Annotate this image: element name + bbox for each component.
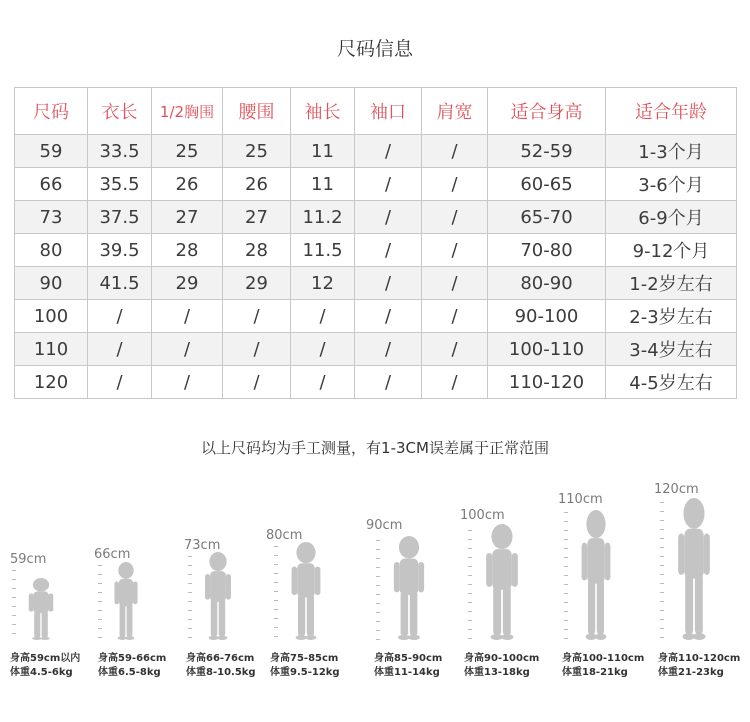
guide-size-label: 120cm <box>654 482 699 497</box>
size-table <box>14 87 737 399</box>
table-cell: 25 <box>223 135 291 168</box>
guide-height-text: 身高85-90cm <box>374 653 443 664</box>
table-cell: / <box>355 267 422 300</box>
child-silhouette <box>672 498 716 640</box>
table-cell: 110-120 <box>488 366 606 399</box>
table-cell: 100-110 <box>488 333 606 366</box>
guide-caption <box>374 652 442 680</box>
table-row <box>15 300 737 333</box>
table-cell: / <box>355 300 422 333</box>
guide-weight-text: 体重4.5-6kg <box>10 667 73 678</box>
table-cell: 2-3岁左右 <box>606 300 737 333</box>
table-row <box>15 135 737 168</box>
table-row <box>15 267 737 300</box>
guide-size-label: 110cm <box>558 492 603 507</box>
table-cell: / <box>355 135 422 168</box>
table-cell: 1-2岁左右 <box>606 267 737 300</box>
table-cell: / <box>422 333 488 366</box>
guide-weight-text: 体重18-21kg <box>562 667 628 678</box>
header-cell: 1/2胸围 <box>152 88 223 135</box>
guide-size-label: 73cm <box>184 538 221 553</box>
table-cell: 25 <box>152 135 223 168</box>
header-cell: 腰围 <box>223 88 291 135</box>
guide-height-text: 身高110-120cm <box>658 653 741 664</box>
table-cell: / <box>355 234 422 267</box>
height-ruler <box>274 546 278 640</box>
table-cell: 28 <box>223 234 291 267</box>
table-cell: 29 <box>223 267 291 300</box>
table-cell: 73 <box>15 201 88 234</box>
table-cell: / <box>422 267 488 300</box>
table-cell: / <box>355 333 422 366</box>
guide-size-label: 59cm <box>10 552 47 567</box>
table-cell: / <box>355 168 422 201</box>
guide-size-label: 100cm <box>460 508 505 523</box>
guide-weight-text: 体重11-14kg <box>374 667 440 678</box>
header-cell: 肩宽 <box>422 88 488 135</box>
table-cell: / <box>88 333 152 366</box>
height-ruler <box>468 530 472 642</box>
table-cell: / <box>355 366 422 399</box>
table-cell: 12 <box>291 267 355 300</box>
guide-weight-text: 体重6.5-8kg <box>98 667 161 678</box>
table-cell: 52-59 <box>488 135 606 168</box>
header-cell: 适合身高 <box>488 88 606 135</box>
header-cell: 适合年龄 <box>606 88 737 135</box>
table-cell: / <box>291 300 355 333</box>
header-cell: 衣长 <box>88 88 152 135</box>
height-ruler <box>12 570 16 640</box>
table-cell: 66 <box>15 168 88 201</box>
table-cell: / <box>152 366 223 399</box>
guide-size-label: 80cm <box>266 528 303 543</box>
table-cell: 59 <box>15 135 88 168</box>
table-cell: 80 <box>15 234 88 267</box>
guide-caption <box>186 652 256 680</box>
guide-caption <box>10 652 80 680</box>
table-cell: 90-100 <box>488 300 606 333</box>
guide-weight-text: 体重8-10.5kg <box>186 667 256 678</box>
height-ruler <box>376 540 380 640</box>
guide-height-text: 身高59-66cm <box>98 653 167 664</box>
table-cell: 60-65 <box>488 168 606 201</box>
table-row <box>15 366 737 399</box>
guide-size-label: 90cm <box>366 518 403 533</box>
table-cell: / <box>223 333 291 366</box>
table-cell: / <box>422 201 488 234</box>
header-cell: 袖口 <box>355 88 422 135</box>
table-cell: 100 <box>15 300 88 333</box>
header-cell: 尺码 <box>15 88 88 135</box>
guide-height-text: 身高59cm以内 <box>10 653 81 664</box>
height-ruler <box>564 512 568 640</box>
table-cell: 1-3个月 <box>606 135 737 168</box>
height-ruler <box>98 565 102 640</box>
child-silhouette <box>200 552 236 640</box>
guide-size-label: 66cm <box>94 547 131 562</box>
table-cell: 6-9个月 <box>606 201 737 234</box>
guide-caption <box>562 652 644 680</box>
table-cell: / <box>88 366 152 399</box>
table-cell: / <box>422 168 488 201</box>
child-silhouette <box>388 536 430 640</box>
guide-height-text: 身高75-85cm <box>270 653 339 664</box>
table-cell: / <box>291 333 355 366</box>
table-cell: / <box>422 234 488 267</box>
table-cell: / <box>422 300 488 333</box>
height-ruler <box>660 502 664 640</box>
measurement-note: 以上尺码均为手工测量，有1-3CM误差属于正常范围 <box>201 439 549 457</box>
table-cell: 26 <box>223 168 291 201</box>
page-title: 尺码信息 <box>336 38 413 60</box>
table-cell: / <box>422 366 488 399</box>
table-cell: / <box>223 300 291 333</box>
table-cell: 27 <box>223 201 291 234</box>
table-cell: 11 <box>291 135 355 168</box>
guide-weight-text: 体重9.5-12kg <box>270 667 340 678</box>
child-silhouette <box>286 542 326 640</box>
table-cell: 3-6个月 <box>606 168 737 201</box>
table-body <box>15 135 737 399</box>
table-cell: / <box>422 135 488 168</box>
guide-caption <box>98 652 166 680</box>
table-cell: 11.5 <box>291 234 355 267</box>
child-silhouette <box>576 510 616 640</box>
table-cell: 26 <box>152 168 223 201</box>
table-cell: 9-12个月 <box>606 234 737 267</box>
guide-caption <box>658 652 740 680</box>
guide-height-text: 身高100-110cm <box>562 653 645 664</box>
child-silhouette <box>24 578 58 640</box>
table-cell: 39.5 <box>88 234 152 267</box>
table-row <box>15 201 737 234</box>
table-cell: 110 <box>15 333 88 366</box>
table-cell: 65-70 <box>488 201 606 234</box>
child-silhouette <box>480 524 524 640</box>
guide-weight-text: 体重21-23kg <box>658 667 724 678</box>
guide-caption <box>464 652 539 680</box>
table-row <box>15 168 737 201</box>
table-cell: 41.5 <box>88 267 152 300</box>
table-cell: 80-90 <box>488 267 606 300</box>
guide-height-text: 身高66-76cm <box>186 653 255 664</box>
guide-height-text: 身高90-100cm <box>464 653 540 664</box>
table-cell: / <box>88 300 152 333</box>
table-cell: / <box>291 366 355 399</box>
table-cell: 27 <box>152 201 223 234</box>
table-cell: 37.5 <box>88 201 152 234</box>
table-cell: 29 <box>152 267 223 300</box>
table-cell: 3-4岁左右 <box>606 333 737 366</box>
table-cell: / <box>152 300 223 333</box>
table-cell: / <box>223 366 291 399</box>
height-ruler <box>188 556 192 640</box>
table-row <box>15 333 737 366</box>
table-header-row <box>15 88 737 135</box>
table-cell: 11.2 <box>291 201 355 234</box>
guide-caption <box>270 652 340 680</box>
table-cell: 120 <box>15 366 88 399</box>
table-cell: / <box>152 333 223 366</box>
table-cell: / <box>355 201 422 234</box>
table-cell: 90 <box>15 267 88 300</box>
table-cell: 35.5 <box>88 168 152 201</box>
table-cell: 33.5 <box>88 135 152 168</box>
table-row <box>15 234 737 267</box>
table-cell: 11 <box>291 168 355 201</box>
header-cell: 袖长 <box>291 88 355 135</box>
table-cell: 70-80 <box>488 234 606 267</box>
guide-weight-text: 体重13-18kg <box>464 667 530 678</box>
table-cell: 4-5岁左右 <box>606 366 737 399</box>
child-silhouette <box>110 562 142 640</box>
table-cell: 28 <box>152 234 223 267</box>
